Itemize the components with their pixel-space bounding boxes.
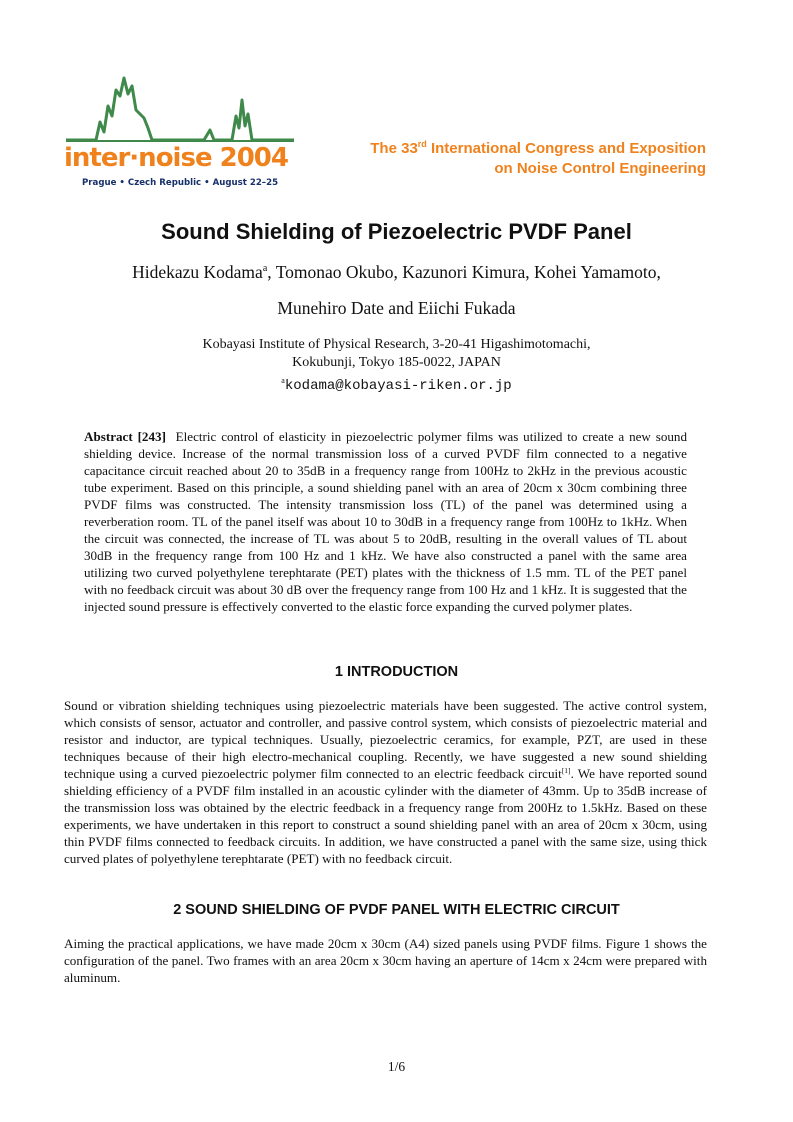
section-2-paragraph: Aiming the practical applications, we have made 20cm x 30cm (A4) sized panels using PVDF films. Figure 1 shows the configuration of the panel. Two frames with an area 20cm x 30cm having an aperture of 14cm x 24cm were prepared with aluminum. bbox=[64, 936, 707, 985]
affiliation bbox=[0, 336, 793, 372]
section-heading-introduction: 1 INTRODUCTION bbox=[334, 664, 459, 680]
congress-line-1 bbox=[370, 139, 706, 159]
abstract-label: Abstract [243] bbox=[84, 429, 166, 444]
email-link[interactable]: kodama@kobayasi-riken.or.jp bbox=[284, 378, 512, 394]
congress-line-1-prefix: The 33 bbox=[370, 140, 418, 157]
ordinal-suffix: rd bbox=[417, 139, 427, 149]
abstract-text: Electric control of elasticity in piezoelectric polymer films was utilized to create a new sound shielding device. Increase of the normal transmission loss of a curved PVDF film connected to a negative capacitance circuit reached about 20 to 35dB in a frequency range from 100Hz to 2kHz in the previous acoustic tube experiment. Based on this principle, a sound shielding panel with an area of 20cm x 30cm combining three PVDF films was constructed. The intensity transmission loss (TL) of the panel was determined using a reverberation room. TL of the panel itself was about 10 to 30dB in a frequency range from 100Hz to 1kHz. When the circuit was connected, the increase of TL was about 5 to 20dB, resulting in the overall values of TL about 30dB in the frequency range from 100 Hz and 1 kHz. We have also constructed a panel with the same area utilizing two curved polyethylene terephtarate (PET) plates with the thickness of 1.5 mm. TL of the PET panel with no feedback circuit was about 30 dB over the frequency range from 100 Hz and 1 kHz. It is suggested that the injected sound pressure is effectively converted to the elastic force expanding the curved polymer plates. bbox=[84, 429, 688, 614]
intro-text-b: . We have reported sound shielding efficiency of a PVDF film installed in an acoustic cylinder with the diameter of 43mm. Up to 35dB increase of the transmission loss was obtained by the electric feedback in a frequency range from 200Hz to 1.5kHz. Based on these experiments, we have undertaken in this report to construct a sound shielding panel with an area of 20cm x 30cm, using thin PVDF films connected to feedback circuits. In addition, we have constructed a panel with the same size, using thick curved plates of polyethylene terephtarate (PET) with no feedback circuit. bbox=[64, 766, 707, 866]
email-line bbox=[0, 378, 793, 394]
introduction-paragraph bbox=[64, 697, 707, 867]
logo-skyline bbox=[66, 78, 294, 140]
affiliation-line-2: Kokubunji, Tokyo 185-0022, JAPAN bbox=[292, 355, 501, 370]
affiliation-line-1: Kobayasi Institute of Physical Research, 3-20-41 Higashimotomachi, bbox=[202, 337, 591, 352]
intro-text-a: Sound or vibration shielding techniques using piezoelectric materials have been suggested. The active control system, which consists of sensor, actuator and controller, and passive control system, which consists of piezoelectric material and resistor and inductor, are typical techniques. Usually, piezoelectric ceramics, for example, PZT, are used in these techniques because of their high electro-mechanical coupling. Recently, we have suggested a new sound shielding technique using a curved piezoelectric polymer film connected to an electric feedback circuit bbox=[64, 698, 707, 781]
congress-line-1-suffix: International Congress and Exposition bbox=[426, 140, 706, 157]
congress-line-2: on Noise Control Engineering bbox=[494, 160, 706, 177]
author-first: Hidekazu Kodama bbox=[132, 262, 263, 282]
logo-wordmark: inter·noise 2004 bbox=[64, 143, 288, 173]
author-affil-marker: a bbox=[262, 263, 268, 274]
authors-line-1 bbox=[0, 262, 793, 283]
paper-title: Sound Shielding of Piezoelectric PVDF Panel bbox=[161, 219, 632, 244]
email-affil-marker: a bbox=[281, 376, 285, 385]
citation-ref[interactable]: [1] bbox=[561, 766, 571, 775]
inter-noise-logo bbox=[64, 68, 296, 192]
abstract bbox=[84, 428, 687, 615]
authors-line-2: Munehiro Date and Eiichi Fukada bbox=[277, 298, 516, 318]
logo-tagline: Prague • Czech Republic • August 22–25 bbox=[82, 178, 279, 188]
page-number: 1/6 bbox=[387, 1059, 406, 1074]
authors-rest: , Tomonao Okubo, Kazunori Kimura, Kohei Yamamoto, bbox=[267, 262, 661, 282]
congress-title bbox=[370, 139, 706, 179]
section-heading-pvdf-panel: 2 SOUND SHIELDING OF PVDF PANEL WITH ELECTRIC CIRCUIT bbox=[173, 902, 620, 918]
